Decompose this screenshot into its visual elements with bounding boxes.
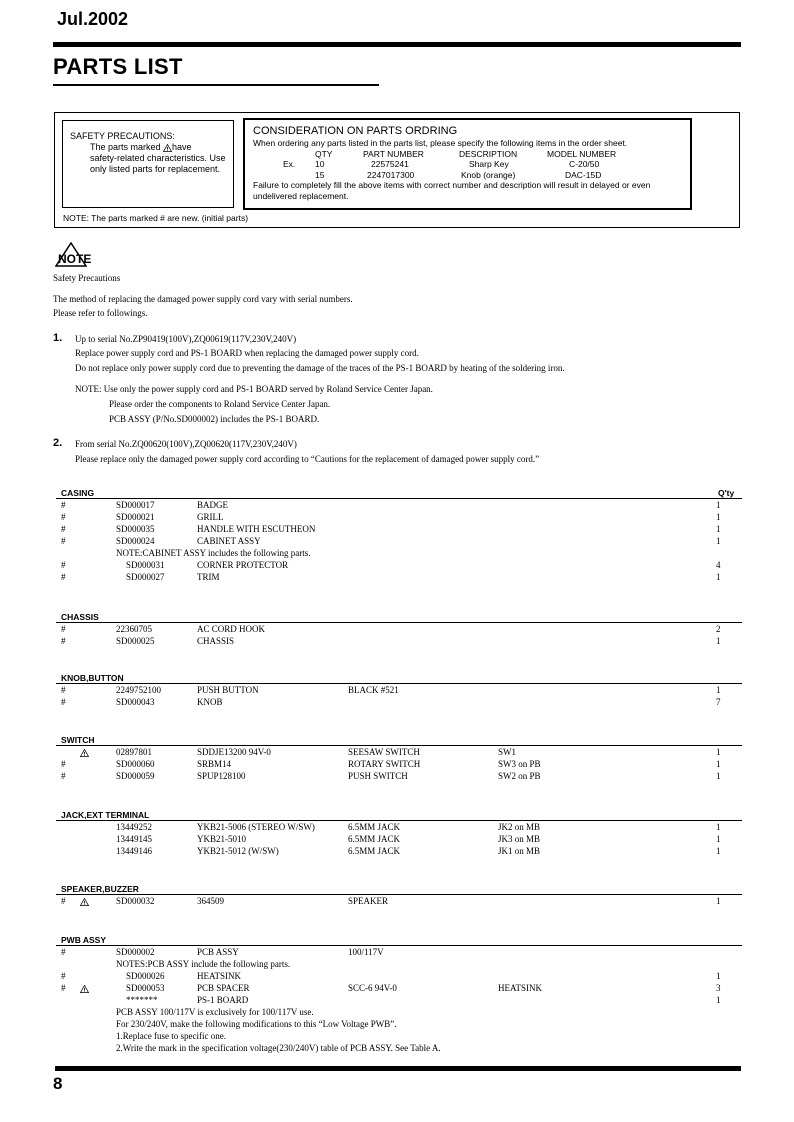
table-row: [0, 747, 794, 759]
part-number: 13449145: [116, 834, 152, 844]
note-intro-2: Please refer to followings.: [53, 308, 148, 318]
safety-line-3: only listed parts for replacement.: [90, 164, 221, 174]
section-rule: [56, 894, 742, 895]
safety-line-2: safety-related characteristics. Use: [90, 153, 226, 163]
part-number: SD000027: [126, 572, 165, 582]
warning-triangle-icon: [80, 898, 89, 906]
hash-mark: #: [61, 636, 66, 646]
description: SPUP128100: [197, 771, 246, 781]
note-intro-1: The method of replacing the damaged power supply cord vary with serial numbers.: [53, 294, 353, 304]
section-title: CHASSIS: [61, 612, 99, 622]
section-rule: [56, 745, 742, 746]
part-number: SD000024: [116, 536, 155, 546]
section-title: PWB ASSY: [61, 935, 107, 945]
consideration-footer-1: Failure to completely fill the above items with correct number and description will result in delayed or even: [253, 180, 651, 190]
table-row: [0, 536, 794, 548]
description-2: 100/117V: [348, 947, 384, 957]
section-rule: [56, 683, 742, 684]
ex-qty: 10: [315, 159, 325, 169]
description-3: JK1 on MB: [498, 846, 541, 856]
col-description: DESCRIPTION: [459, 148, 518, 159]
quantity: 1: [716, 572, 721, 582]
warning-triangle-icon: [80, 749, 89, 757]
section-rule: [56, 945, 742, 946]
hash-mark: #: [61, 572, 66, 582]
quantity: 1: [716, 822, 721, 832]
title-underline: [53, 84, 379, 86]
item-1-line-3: Do not replace only power supply cord due to preventing the damage of the traces of the PS-1 BOARD by heating of the soldering iron.: [75, 363, 565, 373]
part-number: SD000025: [116, 636, 155, 646]
description: PUSH BUTTON: [197, 685, 259, 695]
description: CORNER PROTECTOR: [197, 560, 289, 570]
description-3: SW3 on PB: [498, 759, 541, 769]
section-title: CASING: [61, 488, 95, 498]
item-2-number: 2.: [53, 437, 63, 449]
note-row: [0, 1007, 794, 1019]
table-row: [0, 995, 794, 1007]
description-2: 6.5MM JACK: [348, 822, 401, 832]
table-row: [0, 983, 794, 995]
section-title: KNOB,BUTTON: [61, 673, 124, 683]
description: 364509: [197, 896, 224, 906]
description: YKB21-5010: [197, 834, 246, 844]
section-rule: [56, 498, 742, 499]
ex-part: 22575241: [371, 159, 409, 169]
table-row: [0, 560, 794, 572]
description-2: 6.5MM JACK: [348, 834, 401, 844]
new-parts-note: NOTE: The parts marked # are new. (initial parts): [63, 213, 249, 223]
part-number: SD000021: [116, 512, 155, 522]
consideration-header-row: [253, 149, 690, 160]
note-row: [0, 548, 794, 560]
safety-line-1: [70, 142, 233, 153]
section-note: 2.Write the mark in the specification voltage(230/240V) table of PCB ASSY. See Table A.: [116, 1043, 441, 1053]
warning-mark: [80, 896, 89, 906]
quantity: 1: [716, 834, 721, 844]
ex-qty: 15: [315, 169, 325, 180]
consideration-example-row: [253, 159, 690, 170]
description-2: BLACK #521: [348, 685, 399, 695]
table-row: [0, 572, 794, 584]
quantity: 3: [716, 983, 721, 993]
hash-mark: #: [61, 983, 66, 993]
col-part-number: PART NUMBER: [363, 148, 424, 159]
hash-mark: #: [61, 896, 66, 906]
table-row: [0, 636, 794, 648]
item-1-note-3: PCB ASSY (P/No.SD000002) includes the PS-1 BOARD.: [109, 414, 320, 424]
section-note: NOTES:PCB ASSY include the following parts.: [116, 959, 291, 969]
table-row: [0, 771, 794, 783]
table-row: [0, 500, 794, 512]
description: YKB21-5012 (W/SW): [197, 846, 279, 856]
description: TRIM: [197, 572, 220, 582]
consideration-example-row: [253, 170, 690, 181]
hash-mark: #: [61, 759, 66, 769]
section-note: PCB ASSY 100/117V is exclusively for 100/117V use.: [116, 1007, 314, 1017]
note-subtitle: Safety Precautions: [53, 273, 121, 283]
description: KNOB: [197, 697, 223, 707]
quantity: 1: [716, 747, 721, 757]
description-2: SCC-6 94V-0: [348, 983, 397, 993]
section-rule: [56, 622, 742, 623]
description: SRBM14: [197, 759, 232, 769]
description-3: JK2 on MB: [498, 822, 541, 832]
bottom-rule: [55, 1066, 741, 1071]
hash-mark: #: [61, 512, 66, 522]
quantity: 1: [716, 685, 721, 695]
description: GRILL: [197, 512, 224, 522]
table-row: [0, 971, 794, 983]
note-row: [0, 1043, 794, 1055]
description: PCB SPACER: [197, 983, 250, 993]
hash-mark: #: [61, 685, 66, 695]
note-row: [0, 1019, 794, 1031]
item-2-line-2: Please replace only the damaged power supply cord according to “Cautions for the replacement of damaged power supply cord.”: [75, 454, 540, 464]
description-2: SEESAW SWITCH: [348, 747, 420, 757]
hash-mark: #: [61, 536, 66, 546]
quantity: 2: [716, 624, 721, 634]
hash-mark: #: [61, 560, 66, 570]
part-number: 2249752100: [116, 685, 161, 695]
item-1-line-2: Replace power supply cord and PS-1 BOARD when replacing the damaged power supply cord.: [75, 348, 419, 358]
item-1-note-1: NOTE: Use only the power supply cord and PS-1 BOARD served by Roland Service Center Japan.: [75, 384, 433, 394]
quantity: 1: [716, 759, 721, 769]
consideration-box: [243, 118, 692, 210]
part-number: SD000059: [116, 771, 155, 781]
description-3: JK3 on MB: [498, 834, 541, 844]
description-2: ROTARY SWITCH: [348, 759, 421, 769]
note-row: [0, 1031, 794, 1043]
ex-desc: Sharp Key: [469, 159, 509, 169]
description: CABINET ASSY: [197, 536, 261, 546]
part-number: 13449252: [116, 822, 152, 832]
quantity: 7: [716, 697, 721, 707]
section-title: JACK,EXT TERMINAL: [61, 810, 150, 820]
item-2-line-1: From serial No.ZQ00620(100V),ZQ00620(117V,230V,240V): [75, 439, 297, 449]
part-number: SD000031: [126, 560, 165, 570]
warning-triangle-icon: [80, 985, 89, 993]
section-note: For 230/240V, make the following modifications to this “Low Voltage PWB”.: [116, 1019, 397, 1029]
table-row: [0, 834, 794, 846]
top-rule: [53, 42, 741, 47]
note-row: [0, 959, 794, 971]
part-number: 02897801: [116, 747, 152, 757]
table-row: [0, 512, 794, 524]
quantity: 1: [716, 524, 721, 534]
warning-mark: [80, 983, 89, 993]
section-note: 1.Replace fuse to specific one.: [116, 1031, 226, 1041]
consideration-footer-2: undelivered replacement.: [253, 190, 349, 201]
table-row: [0, 759, 794, 771]
table-row: [0, 947, 794, 959]
description: BADGE: [197, 500, 228, 510]
table-row: [0, 896, 794, 908]
warning-triangle-icon: [163, 144, 172, 152]
description: SDDJE13200 94V-0: [197, 747, 271, 757]
section-title: SWITCH: [61, 735, 95, 745]
part-number: 22360705: [116, 624, 152, 634]
quantity: 4: [716, 560, 721, 570]
hash-mark: #: [61, 624, 66, 634]
description: AC CORD HOOK: [197, 624, 266, 634]
ex-desc: Knob (orange): [461, 169, 516, 180]
safety-title: SAFETY PRECAUTIONS:: [70, 131, 175, 141]
part-number: SD000043: [116, 697, 155, 707]
part-number: SD000002: [116, 947, 155, 957]
hash-mark: #: [61, 971, 66, 981]
description-2: PUSH SWITCH: [348, 771, 408, 781]
section-note: NOTE:CABINET ASSY includes the following parts.: [116, 548, 311, 558]
quantity: 1: [716, 771, 721, 781]
description: HANDLE WITH ESCUTHEON: [197, 524, 316, 534]
part-number: SD000053: [126, 983, 165, 993]
item-1-number: 1.: [53, 332, 63, 344]
description-3: SW1: [498, 747, 516, 757]
section-rule: [56, 820, 742, 821]
part-number: *******: [126, 995, 158, 1005]
document-date: Jul.2002: [57, 9, 129, 29]
safety-line-1a: The parts marked: [90, 142, 161, 152]
description-3: SW2 on PB: [498, 771, 541, 781]
table-row: [0, 822, 794, 834]
table-row: [0, 624, 794, 636]
warning-mark: [80, 747, 89, 757]
part-number: SD000060: [116, 759, 155, 769]
hash-mark: #: [61, 771, 66, 781]
item-1-note-2: Please order the components to Roland Service Center Japan.: [109, 399, 331, 409]
hash-mark: #: [61, 500, 66, 510]
safety-line-1b: have: [172, 142, 192, 152]
note-label: NOTE: [58, 252, 92, 266]
ex-part: 2247017300: [367, 169, 415, 180]
ex-model: C-20/50: [569, 159, 600, 169]
consideration-title: CONSIDERATION ON PARTS ORDRING: [253, 125, 458, 137]
ex-model: DAC-15D: [565, 169, 602, 180]
quantity: 1: [716, 896, 721, 906]
part-number: SD000017: [116, 500, 155, 510]
hash-mark: #: [61, 524, 66, 534]
ex-label: Ex.: [283, 159, 296, 169]
table-row: [0, 685, 794, 697]
qty-header: Q'ty: [718, 488, 735, 498]
part-number: SD000035: [116, 524, 155, 534]
description: HEATSINK: [197, 971, 241, 981]
col-qty: QTY: [315, 148, 333, 159]
col-model-number: MODEL NUMBER: [547, 148, 617, 159]
consideration-intro: When ordering any parts listed in the parts list, please specify the following items in the order sheet.: [253, 138, 628, 148]
part-number: SD000026: [126, 971, 165, 981]
safety-precautions-box: [62, 120, 234, 208]
description-2: SPEAKER: [348, 896, 389, 906]
quantity: 1: [716, 846, 721, 856]
description-2: 6.5MM JACK: [348, 846, 401, 856]
quantity: 1: [716, 636, 721, 646]
table-row: [0, 697, 794, 709]
quantity: 1: [716, 512, 721, 522]
part-number: SD000032: [116, 896, 155, 906]
quantity: 1: [716, 995, 721, 1005]
quantity: 1: [716, 536, 721, 546]
item-1-line-1: Up to serial No.ZP90419(100V),ZQ00619(117V,230V,240V): [75, 334, 297, 344]
page-title: PARTS LIST: [53, 54, 183, 79]
description: PS-1 BOARD: [197, 995, 249, 1005]
description: PCB ASSY: [197, 947, 239, 957]
description: YKB21-5006 (STEREO W/SW): [197, 822, 315, 832]
quantity: 1: [716, 971, 721, 981]
section-title: SPEAKER,BUZZER: [61, 884, 139, 894]
table-row: [0, 846, 794, 858]
part-number: 13449146: [116, 846, 152, 856]
description-3: HEATSINK: [498, 983, 542, 993]
quantity: 1: [716, 500, 721, 510]
description: CHASSIS: [197, 636, 235, 646]
table-row: [0, 524, 794, 536]
hash-mark: #: [61, 697, 66, 707]
page-number: 8: [53, 1074, 63, 1093]
hash-mark: #: [61, 947, 66, 957]
